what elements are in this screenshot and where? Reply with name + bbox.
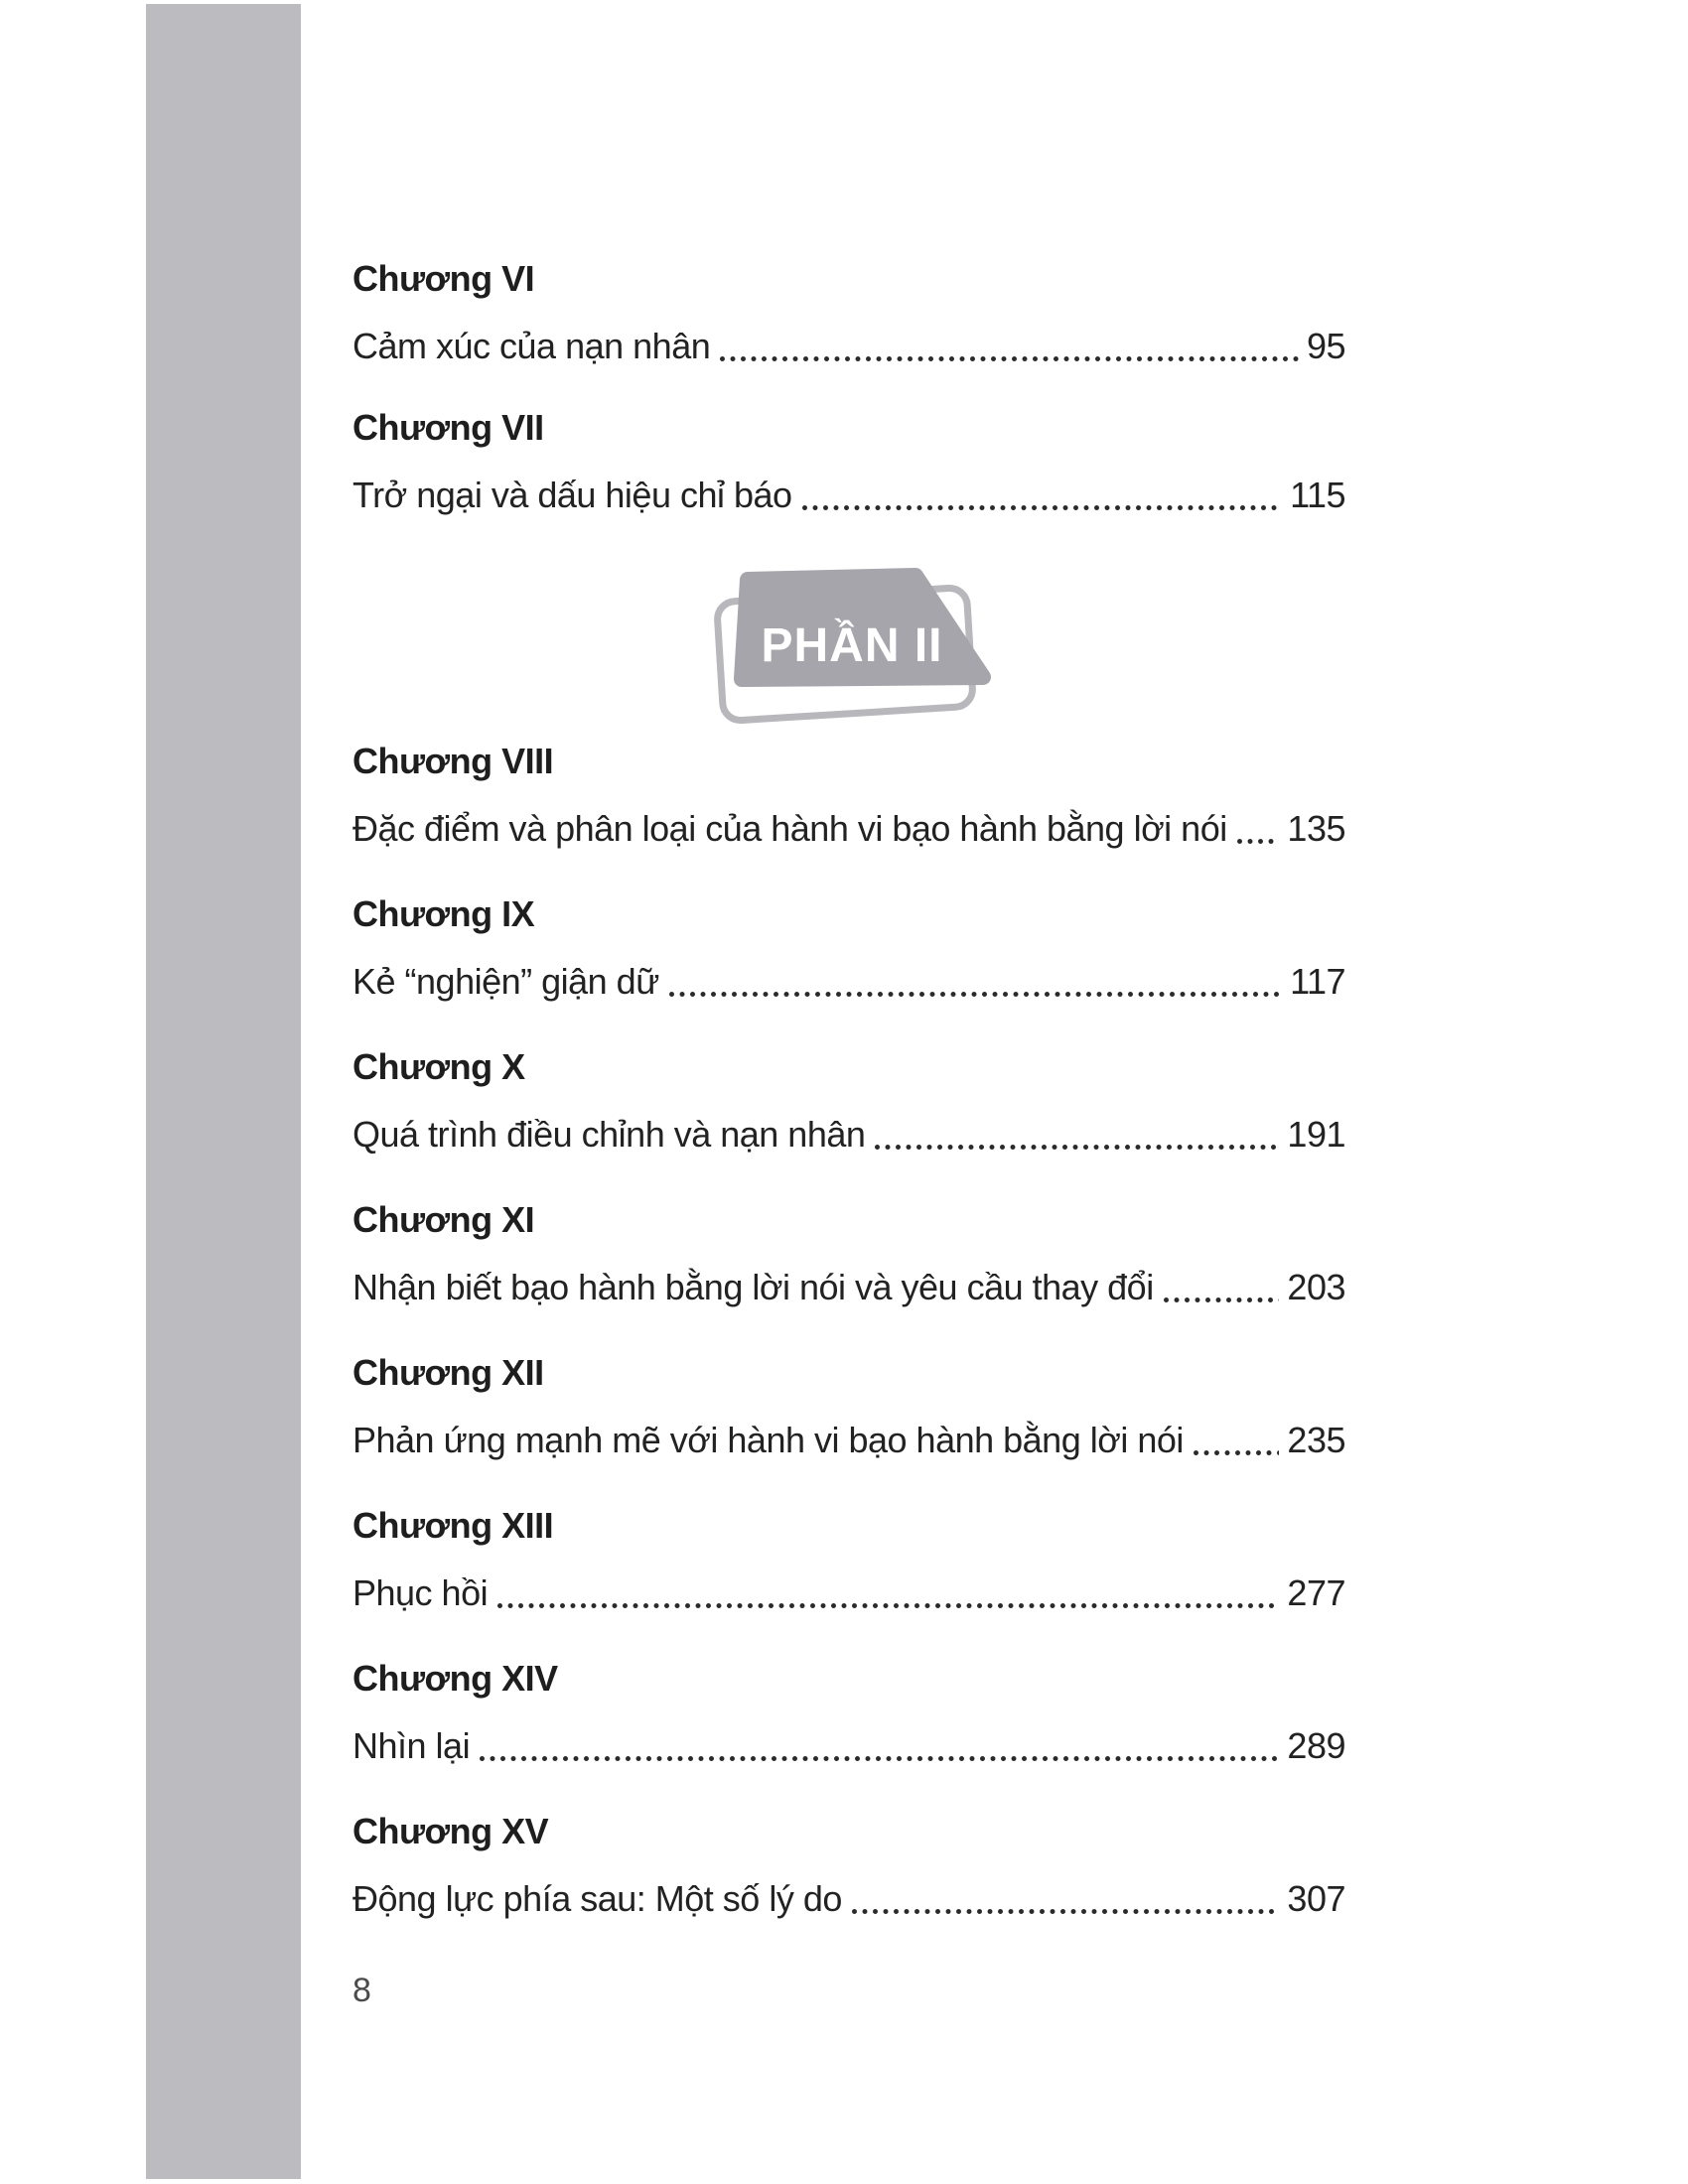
toc-entry-row xyxy=(352,806,1345,852)
chapter-page-number: 117 xyxy=(1290,961,1345,1002)
toc-section xyxy=(352,1813,1345,1922)
chapter-page-number: 277 xyxy=(1287,1572,1345,1613)
chapter-page-number: 115 xyxy=(1290,475,1345,515)
chapter-page-number: 289 xyxy=(1287,1725,1345,1766)
dot-leader xyxy=(720,356,1299,361)
chapter-heading: Chương IX xyxy=(352,893,535,934)
chapter-heading: Chương X xyxy=(352,1046,525,1087)
dot-leader xyxy=(875,1145,1279,1150)
dot-leader xyxy=(802,505,1283,510)
toc-section xyxy=(352,1048,1345,1158)
chapter-title: Nhìn lại xyxy=(352,1725,471,1766)
folio-page-number: 8 xyxy=(352,1972,371,2009)
toc-entry-row xyxy=(352,1723,1345,1769)
toc-entry-row xyxy=(352,1265,1345,1310)
toc-list-part2 xyxy=(352,743,1345,1922)
chapter-heading: Chương VI xyxy=(352,258,535,299)
left-margin-bar xyxy=(146,4,301,2179)
dot-leader xyxy=(497,1603,1279,1608)
dot-leader xyxy=(480,1756,1279,1761)
toc-entry-row xyxy=(352,324,1345,369)
chapter-page-number: 95 xyxy=(1306,326,1345,366)
chapter-title: Phản ứng mạnh mẽ với hành vi bạo hành bằng lời nói xyxy=(352,1420,1184,1460)
part-badge xyxy=(690,558,1018,727)
part-divider xyxy=(352,558,1345,727)
chapter-page-number: 307 xyxy=(1287,1878,1345,1919)
toc-section xyxy=(352,409,1345,518)
toc-entry-row xyxy=(352,1876,1345,1922)
toc-section xyxy=(352,1354,1345,1463)
chapter-title: Đặc điểm và phân loại của hành vi bạo hành bằng lời nói xyxy=(352,808,1227,849)
chapter-heading: Chương XI xyxy=(352,1199,535,1240)
toc-section xyxy=(352,895,1345,1005)
chapter-page-number: 135 xyxy=(1287,808,1345,849)
toc-section xyxy=(352,743,1345,852)
toc-content xyxy=(352,260,1345,1966)
chapter-title: Động lực phía sau: Một số lý do xyxy=(352,1878,842,1919)
chapter-heading: Chương XV xyxy=(352,1811,549,1851)
dot-leader xyxy=(1164,1297,1280,1302)
toc-entry-row xyxy=(352,1112,1345,1158)
chapter-heading: Chương XII xyxy=(352,1352,544,1393)
chapter-heading: Chương XIV xyxy=(352,1658,558,1699)
toc-section xyxy=(352,1507,1345,1616)
toc-section xyxy=(352,1201,1345,1310)
dot-leader xyxy=(1194,1450,1280,1455)
chapter-title: Nhận biết bạo hành bằng lời nói và yêu cầu thay đổi xyxy=(352,1267,1154,1307)
toc-entry-row xyxy=(352,1570,1345,1616)
chapter-heading: Chương VIII xyxy=(352,741,554,781)
toc-list-part1-end xyxy=(352,260,1345,518)
chapter-title: Quá trình điều chỉnh và nạn nhân xyxy=(352,1114,866,1155)
part-badge-label: PHẦN II xyxy=(761,619,943,672)
toc-section xyxy=(352,260,1345,369)
chapter-title: Trở ngại và dấu hiệu chỉ báo xyxy=(352,475,792,515)
chapter-page-number: 235 xyxy=(1287,1420,1345,1460)
chapter-title: Cảm xúc của nạn nhân xyxy=(352,326,711,366)
toc-section xyxy=(352,1660,1345,1769)
toc-entry-row xyxy=(352,1418,1345,1463)
chapter-title: Kẻ “nghiện” giận dữ xyxy=(352,961,659,1002)
toc-entry-row xyxy=(352,959,1345,1005)
dot-leader xyxy=(1237,839,1280,844)
chapter-heading: Chương XIII xyxy=(352,1505,554,1546)
dot-leader xyxy=(669,992,1282,997)
toc-entry-row xyxy=(352,473,1345,518)
dot-leader xyxy=(852,1909,1280,1914)
chapter-title: Phục hồi xyxy=(352,1572,489,1613)
chapter-heading: Chương VII xyxy=(352,407,544,448)
chapter-page-number: 203 xyxy=(1287,1267,1345,1307)
chapter-page-number: 191 xyxy=(1287,1114,1345,1155)
